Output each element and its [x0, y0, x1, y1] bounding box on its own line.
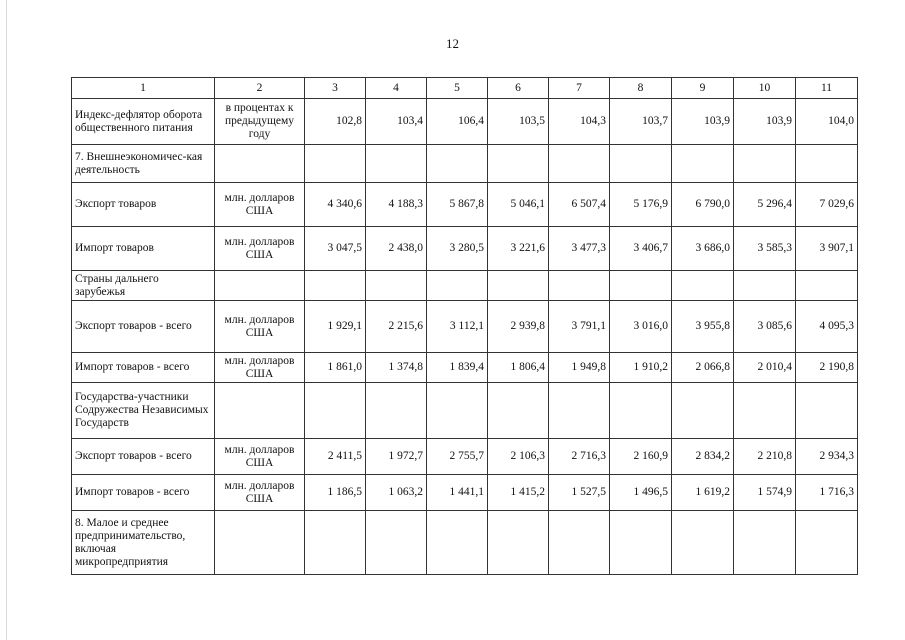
value-cell [610, 145, 672, 183]
value-cell: 2 215,6 [366, 301, 427, 353]
value-cell [366, 511, 427, 575]
value-cell [610, 383, 672, 439]
value-cell [796, 511, 858, 575]
row-label: 7. Внешнеэкономичес-кая деятельность [72, 145, 215, 183]
row-unit: млн. долларов США [215, 353, 305, 383]
table-row [72, 439, 858, 475]
value-cell: 1 972,7 [366, 439, 427, 475]
row-unit: млн. долларов США [215, 439, 305, 475]
row-unit: млн. долларов США [215, 183, 305, 227]
value-cell [305, 145, 366, 183]
value-cell [796, 271, 858, 301]
value-cell: 2 210,8 [734, 439, 796, 475]
row-unit: млн. долларов США [215, 475, 305, 511]
value-cell: 2 438,0 [366, 227, 427, 271]
table-row [72, 511, 858, 575]
value-cell [427, 271, 488, 301]
value-cell [305, 511, 366, 575]
data-table [71, 77, 858, 575]
value-cell: 3 907,1 [796, 227, 858, 271]
value-cell: 1 861,0 [305, 353, 366, 383]
value-cell [488, 145, 549, 183]
column-header: 5 [427, 78, 488, 99]
value-cell: 2 066,8 [672, 353, 734, 383]
table-row [72, 227, 858, 271]
value-cell: 1 415,2 [488, 475, 549, 511]
row-label: Страны дальнего зарубежья [72, 271, 215, 301]
table-row [72, 183, 858, 227]
table-row [72, 99, 858, 145]
row-unit [215, 145, 305, 183]
value-cell: 4 188,3 [366, 183, 427, 227]
value-cell [672, 145, 734, 183]
value-cell: 103,5 [488, 99, 549, 145]
value-cell: 104,3 [549, 99, 610, 145]
value-cell [610, 511, 672, 575]
value-cell: 7 029,6 [796, 183, 858, 227]
value-cell: 3 221,6 [488, 227, 549, 271]
value-cell [734, 511, 796, 575]
value-cell: 1 949,8 [549, 353, 610, 383]
column-header: 7 [549, 78, 610, 99]
value-cell [672, 383, 734, 439]
row-label: 8. Малое и среднее предпринимательство, включая микропредприятия [72, 511, 215, 575]
row-label: Импорт товаров - всего [72, 475, 215, 511]
value-cell: 3 047,5 [305, 227, 366, 271]
value-cell: 1 716,3 [796, 475, 858, 511]
value-cell: 1 929,1 [305, 301, 366, 353]
value-cell: 103,7 [610, 99, 672, 145]
value-cell: 3 280,5 [427, 227, 488, 271]
row-unit [215, 511, 305, 575]
value-cell: 3 112,1 [427, 301, 488, 353]
value-cell [734, 383, 796, 439]
value-cell [734, 145, 796, 183]
value-cell [610, 271, 672, 301]
value-cell [549, 145, 610, 183]
table-header-row [72, 78, 858, 99]
value-cell: 5 867,8 [427, 183, 488, 227]
value-cell: 1 063,2 [366, 475, 427, 511]
value-cell: 2 190,8 [796, 353, 858, 383]
value-cell: 3 085,6 [734, 301, 796, 353]
value-cell: 2 934,3 [796, 439, 858, 475]
value-cell [427, 383, 488, 439]
value-cell: 3 585,3 [734, 227, 796, 271]
value-cell: 5 046,1 [488, 183, 549, 227]
value-cell [796, 145, 858, 183]
page-number: 12 [446, 36, 459, 51]
column-header: 2 [215, 78, 305, 99]
row-unit [215, 383, 305, 439]
value-cell [427, 145, 488, 183]
value-cell: 1 839,4 [427, 353, 488, 383]
value-cell: 106,4 [427, 99, 488, 145]
row-label: Импорт товаров [72, 227, 215, 271]
table-row [72, 475, 858, 511]
value-cell: 6 790,0 [672, 183, 734, 227]
value-cell [366, 145, 427, 183]
value-cell [549, 383, 610, 439]
value-cell: 103,9 [734, 99, 796, 145]
row-unit: млн. долларов США [215, 301, 305, 353]
value-cell: 3 686,0 [672, 227, 734, 271]
value-cell: 3 016,0 [610, 301, 672, 353]
column-header: 6 [488, 78, 549, 99]
value-cell: 103,4 [366, 99, 427, 145]
value-cell: 1 186,5 [305, 475, 366, 511]
row-label: Государства-участники Содружества Независимых Государств [72, 383, 215, 439]
value-cell: 1 619,2 [672, 475, 734, 511]
value-cell: 104,0 [796, 99, 858, 145]
value-cell [734, 271, 796, 301]
column-header: 3 [305, 78, 366, 99]
value-cell: 2 160,9 [610, 439, 672, 475]
value-cell: 103,9 [672, 99, 734, 145]
row-label: Индекс-дефлятор оборота общественного питания [72, 99, 215, 145]
value-cell [488, 271, 549, 301]
value-cell [672, 271, 734, 301]
value-cell [549, 271, 610, 301]
row-label: Экспорт товаров [72, 183, 215, 227]
column-header: 9 [672, 78, 734, 99]
value-cell: 2 106,3 [488, 439, 549, 475]
value-cell: 1 496,5 [610, 475, 672, 511]
page-edge-line [6, 0, 7, 640]
row-unit: в процентах к предыдущему году [215, 99, 305, 145]
value-cell: 5 176,9 [610, 183, 672, 227]
table-row [72, 145, 858, 183]
table-row [72, 271, 858, 301]
row-unit [215, 271, 305, 301]
value-cell: 6 507,4 [549, 183, 610, 227]
value-cell: 1 374,8 [366, 353, 427, 383]
value-cell: 3 791,1 [549, 301, 610, 353]
value-cell: 2 010,4 [734, 353, 796, 383]
row-label: Экспорт товаров - всего [72, 439, 215, 475]
table-row [72, 383, 858, 439]
value-cell [796, 383, 858, 439]
value-cell: 1 806,4 [488, 353, 549, 383]
column-header: 1 [72, 78, 215, 99]
value-cell [305, 383, 366, 439]
table-row [72, 301, 858, 353]
value-cell [549, 511, 610, 575]
value-cell: 3 406,7 [610, 227, 672, 271]
column-header: 10 [734, 78, 796, 99]
value-cell: 1 910,2 [610, 353, 672, 383]
table-row [72, 353, 858, 383]
value-cell: 4 340,6 [305, 183, 366, 227]
value-cell [366, 271, 427, 301]
value-cell: 1 574,9 [734, 475, 796, 511]
value-cell: 2 939,8 [488, 301, 549, 353]
value-cell: 1 441,1 [427, 475, 488, 511]
value-cell: 3 955,8 [672, 301, 734, 353]
value-cell: 2 411,5 [305, 439, 366, 475]
value-cell [488, 511, 549, 575]
row-label: Импорт товаров - всего [72, 353, 215, 383]
value-cell: 2 716,3 [549, 439, 610, 475]
value-cell: 5 296,4 [734, 183, 796, 227]
value-cell [488, 383, 549, 439]
column-header: 4 [366, 78, 427, 99]
column-header: 11 [796, 78, 858, 99]
row-unit: млн. долларов США [215, 227, 305, 271]
value-cell [427, 511, 488, 575]
value-cell: 1 527,5 [549, 475, 610, 511]
value-cell: 2 834,2 [672, 439, 734, 475]
value-cell [672, 511, 734, 575]
value-cell [366, 383, 427, 439]
value-cell: 4 095,3 [796, 301, 858, 353]
value-cell: 3 477,3 [549, 227, 610, 271]
value-cell: 2 755,7 [427, 439, 488, 475]
value-cell: 102,8 [305, 99, 366, 145]
row-label: Экспорт товаров - всего [72, 301, 215, 353]
value-cell [305, 271, 366, 301]
column-header: 8 [610, 78, 672, 99]
